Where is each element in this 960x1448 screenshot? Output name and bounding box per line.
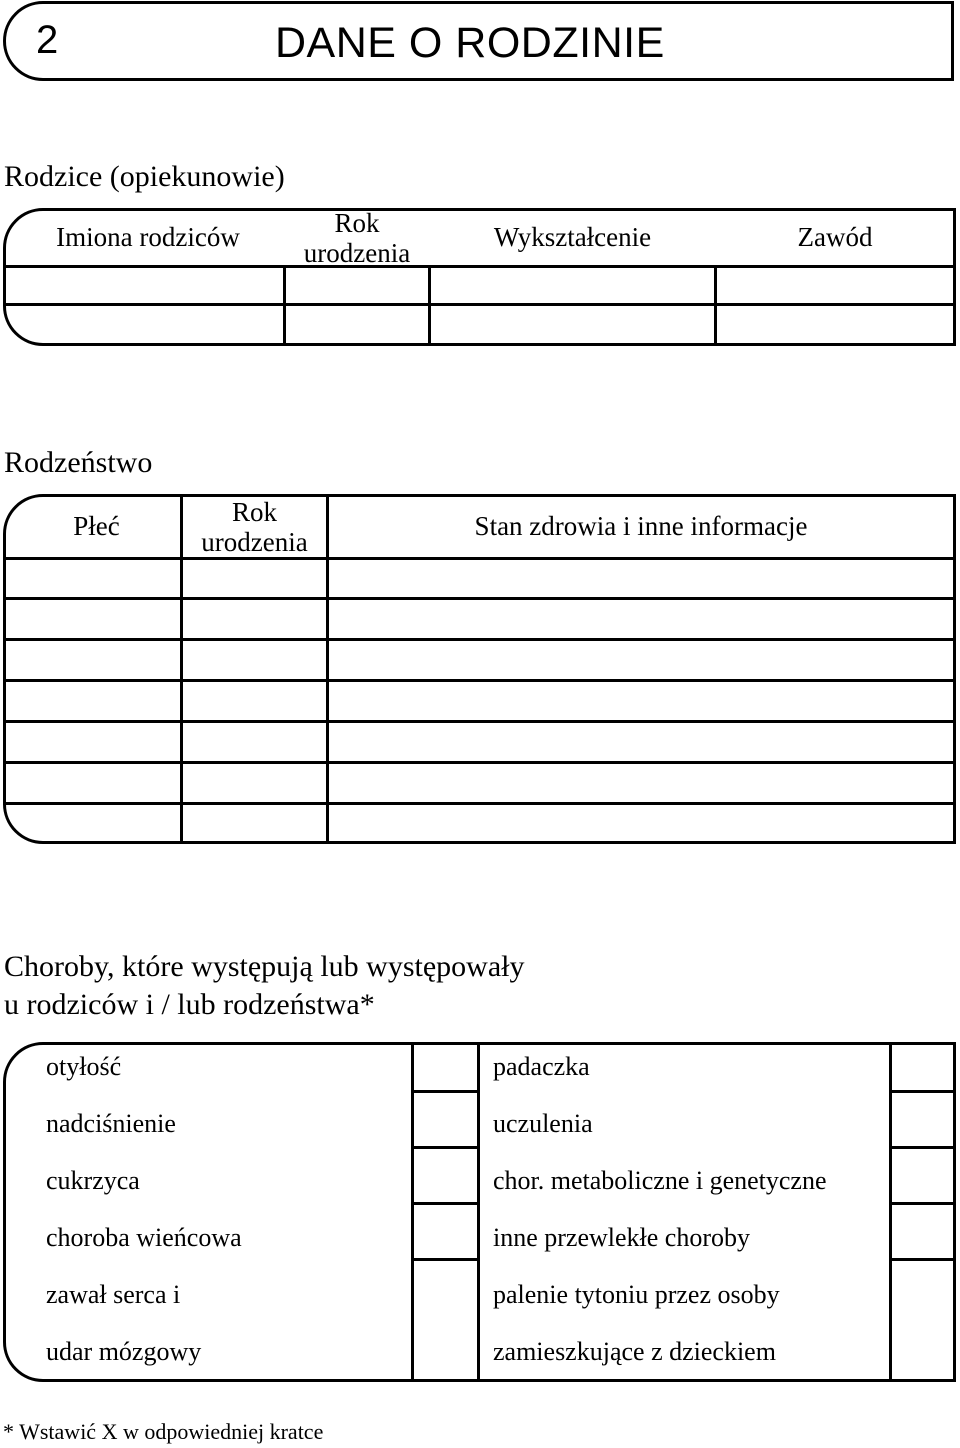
checkbox-smoking[interactable] xyxy=(892,1261,953,1379)
diseases-table xyxy=(3,1042,956,1382)
sibling-1-sex-cell[interactable] xyxy=(11,560,180,597)
checkbox-chronic[interactable] xyxy=(892,1205,953,1258)
sibling-4-birth-year-cell[interactable] xyxy=(183,682,326,720)
sibling-6-health-cell[interactable] xyxy=(329,764,953,802)
siblings-col-header-sex: Płeć xyxy=(73,511,120,541)
diseases-section-label-line1: Choroby, które występują lub występowały xyxy=(4,950,525,983)
sibling-3-sex-cell[interactable] xyxy=(11,641,180,679)
sibling-6-birth-year-cell[interactable] xyxy=(183,764,326,802)
parents-col-header-education: Wykształcenie xyxy=(493,222,652,252)
checkbox-epilepsy[interactable] xyxy=(892,1045,953,1090)
sibling-1-birth-year-cell[interactable] xyxy=(183,560,326,597)
siblings-table xyxy=(3,494,956,844)
checkbox-metabolic[interactable] xyxy=(892,1149,953,1202)
siblings-section-label: Rodzeństwo xyxy=(4,446,153,479)
footnote: * Wstawić X w odpowiedniej kratce xyxy=(3,1419,324,1444)
checkbox-hypertension[interactable] xyxy=(414,1093,477,1146)
sibling-1-health-cell[interactable] xyxy=(329,560,953,597)
sibling-5-health-cell[interactable] xyxy=(329,723,953,761)
parent-1-education-cell[interactable] xyxy=(431,268,714,303)
disease-label-chronic: inne przewlekłe choroby xyxy=(493,1223,751,1252)
disease-label-hypertension: nadciśnienie xyxy=(46,1109,176,1138)
siblings-row-divider xyxy=(3,802,956,805)
siblings-col-header-health: Stan zdrowia i inne informacje xyxy=(474,511,808,541)
checkbox-stroke[interactable] xyxy=(414,1261,477,1379)
sibling-4-sex-cell[interactable] xyxy=(11,682,180,720)
disease-label-stroke-line2: udar mózgowy xyxy=(46,1337,202,1366)
disease-label-diabetes: cukrzyca xyxy=(46,1166,140,1195)
parent-2-birth-year-cell[interactable] xyxy=(286,306,428,343)
sibling-2-health-cell[interactable] xyxy=(329,600,953,638)
disease-label-allergies: uczulenia xyxy=(493,1109,593,1138)
page-title: DANE O RODZINIE xyxy=(275,19,665,67)
disease-label-epilepsy: padaczka xyxy=(493,1052,590,1081)
sibling-3-birth-year-cell[interactable] xyxy=(183,641,326,679)
checkbox-diabetes[interactable] xyxy=(414,1149,477,1202)
diseases-section-label-line2: u rodziców i / lub rodzeństwa* xyxy=(4,988,375,1021)
disease-label-metabolic: chor. metaboliczne i genetyczne xyxy=(493,1166,827,1195)
checkbox-allergies[interactable] xyxy=(892,1093,953,1146)
checkbox-coronary[interactable] xyxy=(414,1205,477,1258)
disease-label-coronary: choroba wieńcowa xyxy=(46,1223,242,1252)
siblings-col-header-birth-year: Rok urodzenia xyxy=(201,497,308,557)
parent-2-names-cell[interactable] xyxy=(11,306,283,343)
sibling-5-birth-year-cell[interactable] xyxy=(183,723,326,761)
section-number: 2 xyxy=(36,18,59,62)
parent-1-names-cell[interactable] xyxy=(11,268,283,303)
sibling-2-birth-year-cell[interactable] xyxy=(183,600,326,638)
sibling-4-health-cell[interactable] xyxy=(329,682,953,720)
parent-2-occupation-cell[interactable] xyxy=(717,306,953,343)
disease-label-smoking-line1: palenie tytoniu przez osoby xyxy=(493,1280,780,1309)
parents-col-header-names: Imiona rodziców xyxy=(56,222,240,252)
sibling-2-sex-cell[interactable] xyxy=(11,600,180,638)
parents-col-header-occupation: Zawód xyxy=(797,222,873,252)
sibling-5-sex-cell[interactable] xyxy=(11,723,180,761)
diseases-col-divider xyxy=(477,1042,480,1382)
parent-1-occupation-cell[interactable] xyxy=(717,268,953,303)
sibling-6-sex-cell[interactable] xyxy=(11,764,180,802)
parent-2-education-cell[interactable] xyxy=(431,306,714,343)
parents-section-label: Rodzice (opiekunowie) xyxy=(4,160,285,193)
disease-label-stroke-line1: zawał serca i xyxy=(46,1280,181,1309)
checkbox-obesity[interactable] xyxy=(414,1045,477,1090)
disease-label-smoking-line2: zamieszkujące z dzieckiem xyxy=(493,1337,776,1366)
parents-table xyxy=(3,208,956,346)
sibling-3-health-cell[interactable] xyxy=(329,641,953,679)
parent-1-birth-year-cell[interactable] xyxy=(286,268,428,303)
parents-col-header-birth-year: Rok urodzenia xyxy=(303,208,411,268)
disease-label-obesity: otyłość xyxy=(46,1052,122,1081)
